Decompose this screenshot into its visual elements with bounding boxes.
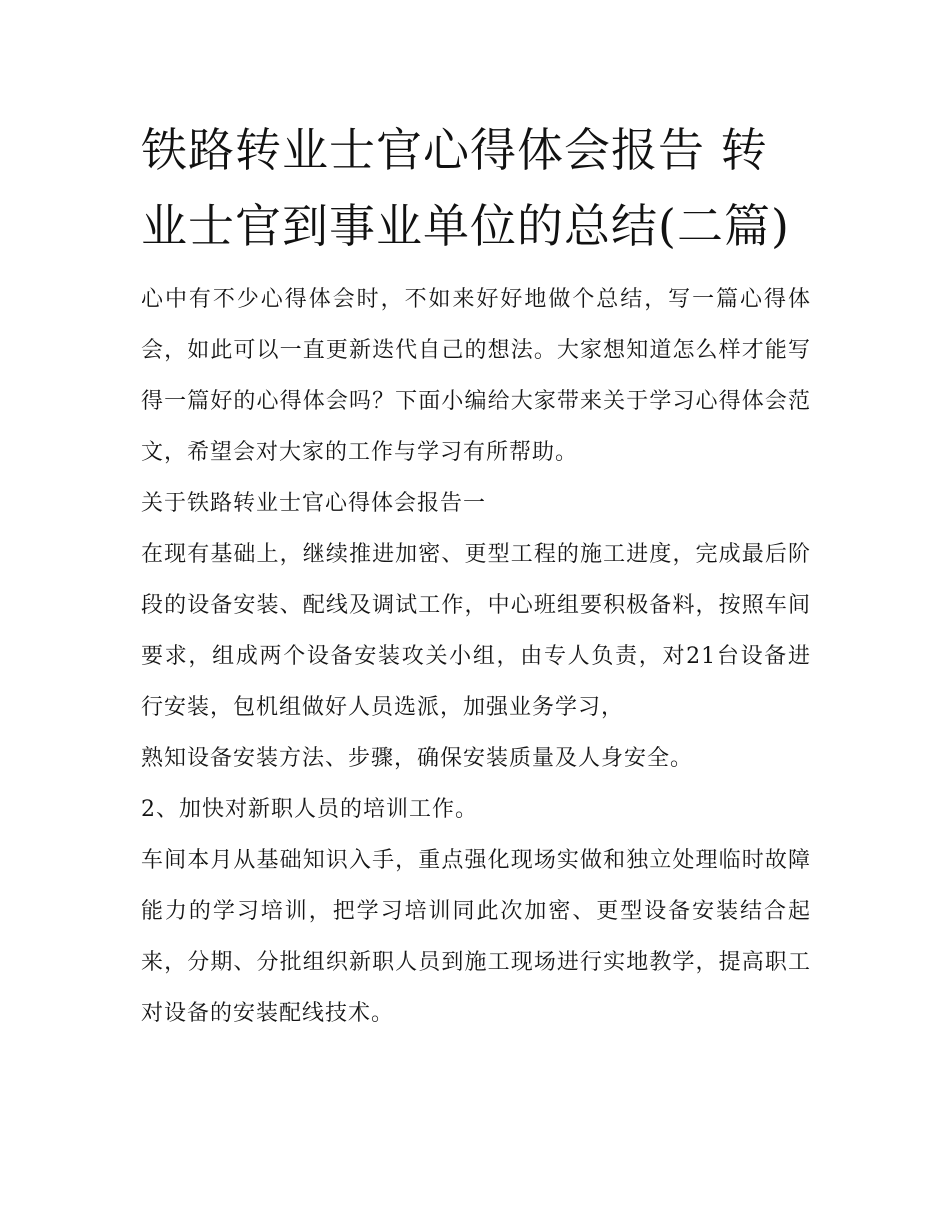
body-paragraph: 熟知设备安装方法、步骤，确保安装质量及人身安全。 [141,746,694,771]
numbered-item: 2、加快对新职人员的培训工作。 [141,797,478,822]
document-body [141,274,811,1039]
section-heading: 关于铁路转业士官心得体会报告一 [141,491,487,516]
body-paragraph: 在现有基础上，继续推进加密、更型工程的施工进度，完成最后阶段的设备安装、配线及调试工作，中心班组要积极备料，按照车间要求，组成两个设备安装攻关小组，由专人负责，对21台设备进行安装，包机组做好人员选派，加强业务学习， [141,542,811,720]
body-paragraph: 车间本月从基础知识入手，重点强化现场实做和独立处理临时故障能力的学习培训，把学习培训同此次加密、更型设备安装结合起来，分期、分批组织新职人员到施工现场进行实地教学，提高职工对设备的安装配线技术。 [141,848,811,1026]
document-page [141,112,811,1039]
document-title: 铁路转业士官心得体会报告 转业士官到事业单位的总结(二篇) [141,123,790,253]
intro-paragraph: 心中有不少心得体会时，不如来好好地做个总结，写一篇心得体会，如此可以一直更新迭代自己的想法。大家想知道怎么样才能写得一篇好的心得体会吗？下面小编给大家带来关于学习心得体会范文，希望会对大家的工作与学习有所帮助。 [141,287,811,465]
